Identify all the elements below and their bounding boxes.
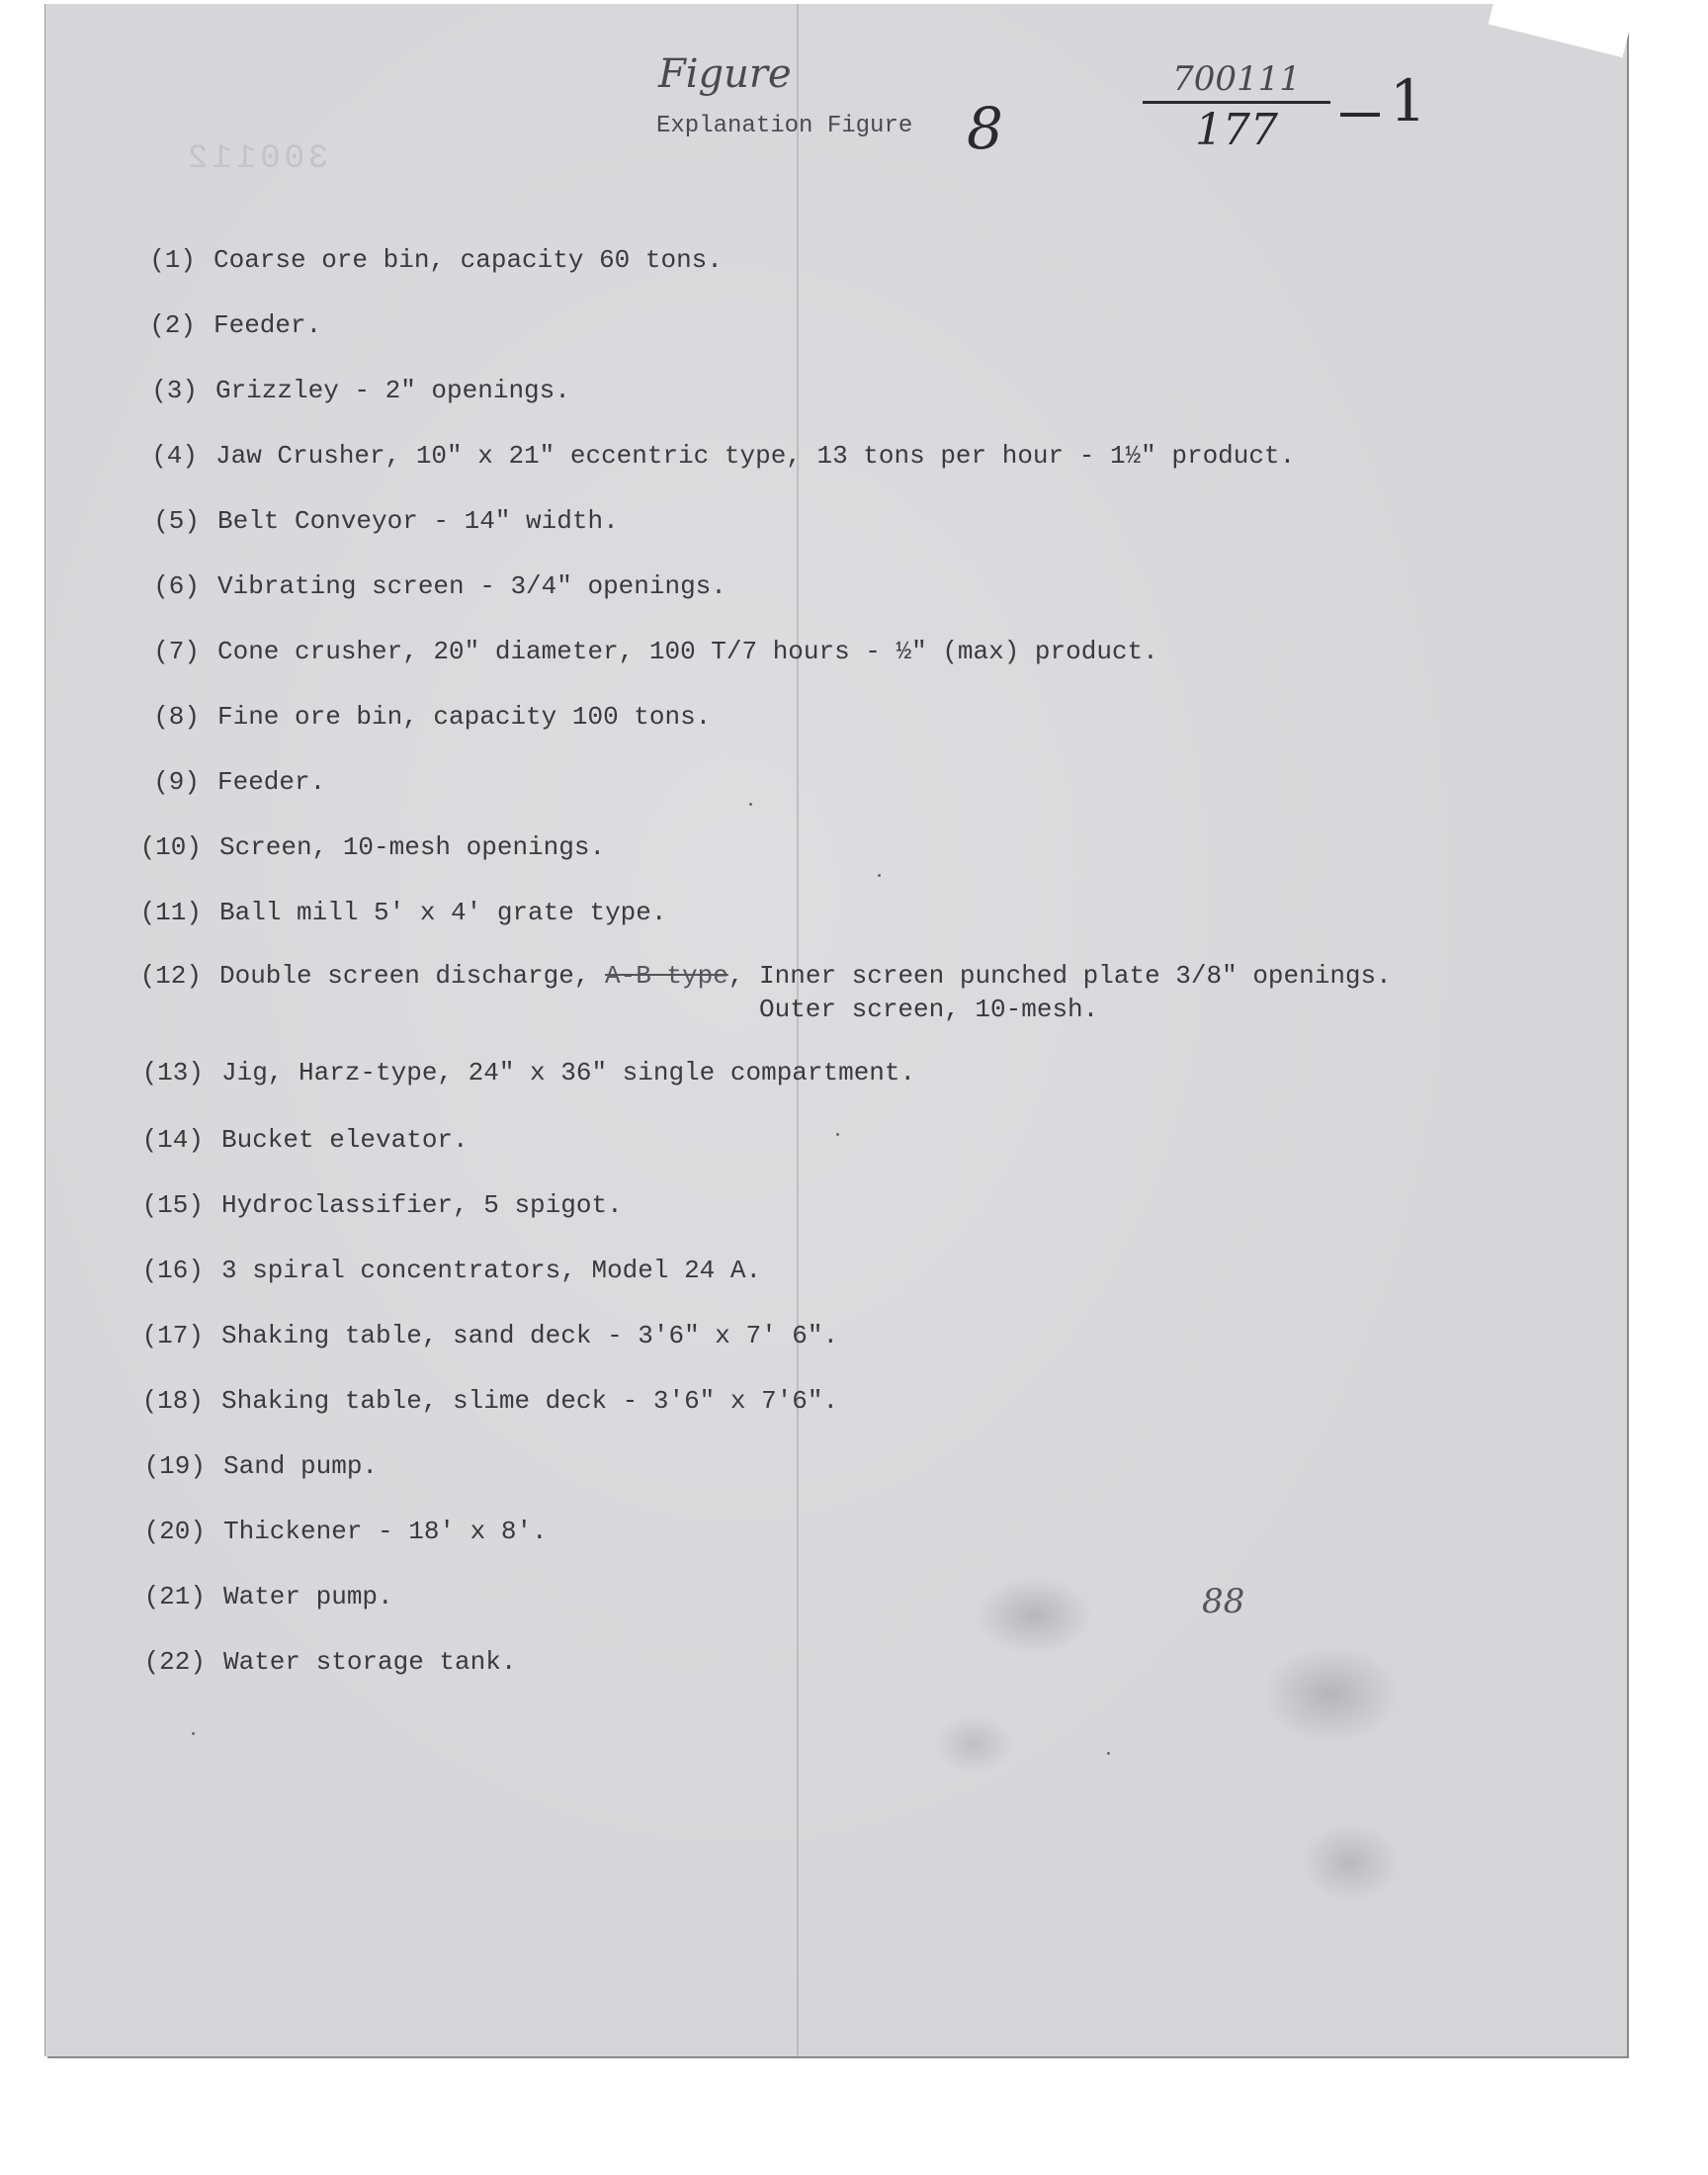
document-sheet — [45, 4, 1627, 2056]
item-text: Ball mill 5' x 4' grate type. — [219, 898, 667, 927]
item-text: Jig, Harz-type, 24" x 36" single compartment. — [221, 1058, 916, 1088]
item-number: (14) — [141, 1125, 204, 1155]
item-text-second-line: Outer screen, 10-mesh. — [759, 995, 1099, 1024]
item-text: Cone crusher, 20" diameter, 100 T/7 hours - ½" (max) product. — [217, 637, 1158, 666]
handwritten-suffix: 1 — [1390, 67, 1426, 134]
item-number: (17) — [141, 1321, 204, 1350]
page-title: Explanation Figure — [656, 113, 913, 139]
item-number: (3) — [151, 376, 198, 405]
item-number: (19) — [143, 1451, 206, 1481]
item-text: Vibrating screen - 3/4" openings. — [217, 571, 726, 601]
handwritten-dash — [1340, 113, 1380, 117]
item-text: Screen, 10-mesh openings. — [219, 832, 606, 862]
specks — [192, 1732, 195, 1735]
item-number: (20) — [143, 1517, 206, 1546]
fold-line — [797, 4, 799, 2056]
item-number: (16) — [141, 1256, 204, 1285]
item-text: Double screen discharge, — [219, 961, 590, 991]
specks — [1107, 1752, 1110, 1755]
item-text: Shaking table, slime deck - 3'6" x 7'6". — [221, 1386, 839, 1416]
torn-corner — [1489, 0, 1637, 57]
item-text: Sand pump. — [223, 1451, 379, 1481]
item-text: Feeder. — [217, 767, 326, 797]
file-number-bottom: 177 — [1195, 105, 1278, 155]
item-number: (5) — [153, 506, 200, 536]
ghost-stamp: 300112 — [184, 140, 329, 178]
item-number: (8) — [153, 702, 200, 732]
handwritten-figure-label: Figure — [658, 51, 792, 97]
item-number: (15) — [141, 1190, 204, 1220]
item-number: (4) — [151, 441, 198, 471]
item-number: (11) — [139, 898, 202, 927]
item-text: Water pump. — [223, 1582, 393, 1611]
item-number: (21) — [143, 1582, 206, 1611]
item-number: (9) — [153, 767, 200, 797]
item-number: (10) — [139, 832, 202, 862]
item-text: Feeder. — [214, 310, 322, 340]
item-number: (18) — [141, 1386, 204, 1416]
handwritten-margin-note: 88 — [1202, 1582, 1245, 1621]
item-number: (2) — [149, 310, 196, 340]
item-text: Grizzley - 2" openings. — [215, 376, 570, 405]
handwritten-file-number — [1143, 59, 1330, 153]
item-number: (6) — [153, 571, 200, 601]
item-text: Hydroclassifier, 5 spigot. — [221, 1190, 623, 1220]
item-number: (22) — [143, 1647, 206, 1677]
specks — [878, 874, 881, 877]
item-text: Bucket elevator. — [221, 1125, 469, 1155]
item-text: Jaw Crusher, 10" x 21" eccentric type, 13 tons per hour - 1½" product. — [215, 441, 1296, 471]
item-number: (13) — [141, 1058, 204, 1088]
item-text: Fine ore bin, capacity 100 tons. — [217, 702, 712, 732]
item-text: Water storage tank. — [223, 1647, 517, 1677]
item-text-struck: A-B type, Inner screen punched plate 3/8" openings. — [605, 961, 1392, 991]
item-number: (1) — [149, 245, 196, 275]
specks — [836, 1133, 839, 1136]
item-text: Belt Conveyor - 14" width. — [217, 506, 619, 536]
handwritten-figure-number: 8 — [967, 95, 1003, 162]
item-text: Thickener - 18' x 8'. — [223, 1517, 548, 1546]
specks — [749, 803, 752, 806]
item-text: Shaking table, sand deck - 3'6" x 7' 6". — [221, 1321, 839, 1350]
item-number: (12) — [139, 961, 202, 991]
item-number: (7) — [153, 637, 200, 666]
item-text: 3 spiral concentrators, Model 24 A. — [221, 1256, 762, 1285]
item-text: Coarse ore bin, capacity 60 tons. — [214, 245, 723, 275]
fraction-rule — [1143, 101, 1330, 104]
item-text-continued: , Inner screen punched plate 3/8" openings. — [727, 961, 1392, 991]
file-number-top: 700111 — [1172, 59, 1301, 99]
